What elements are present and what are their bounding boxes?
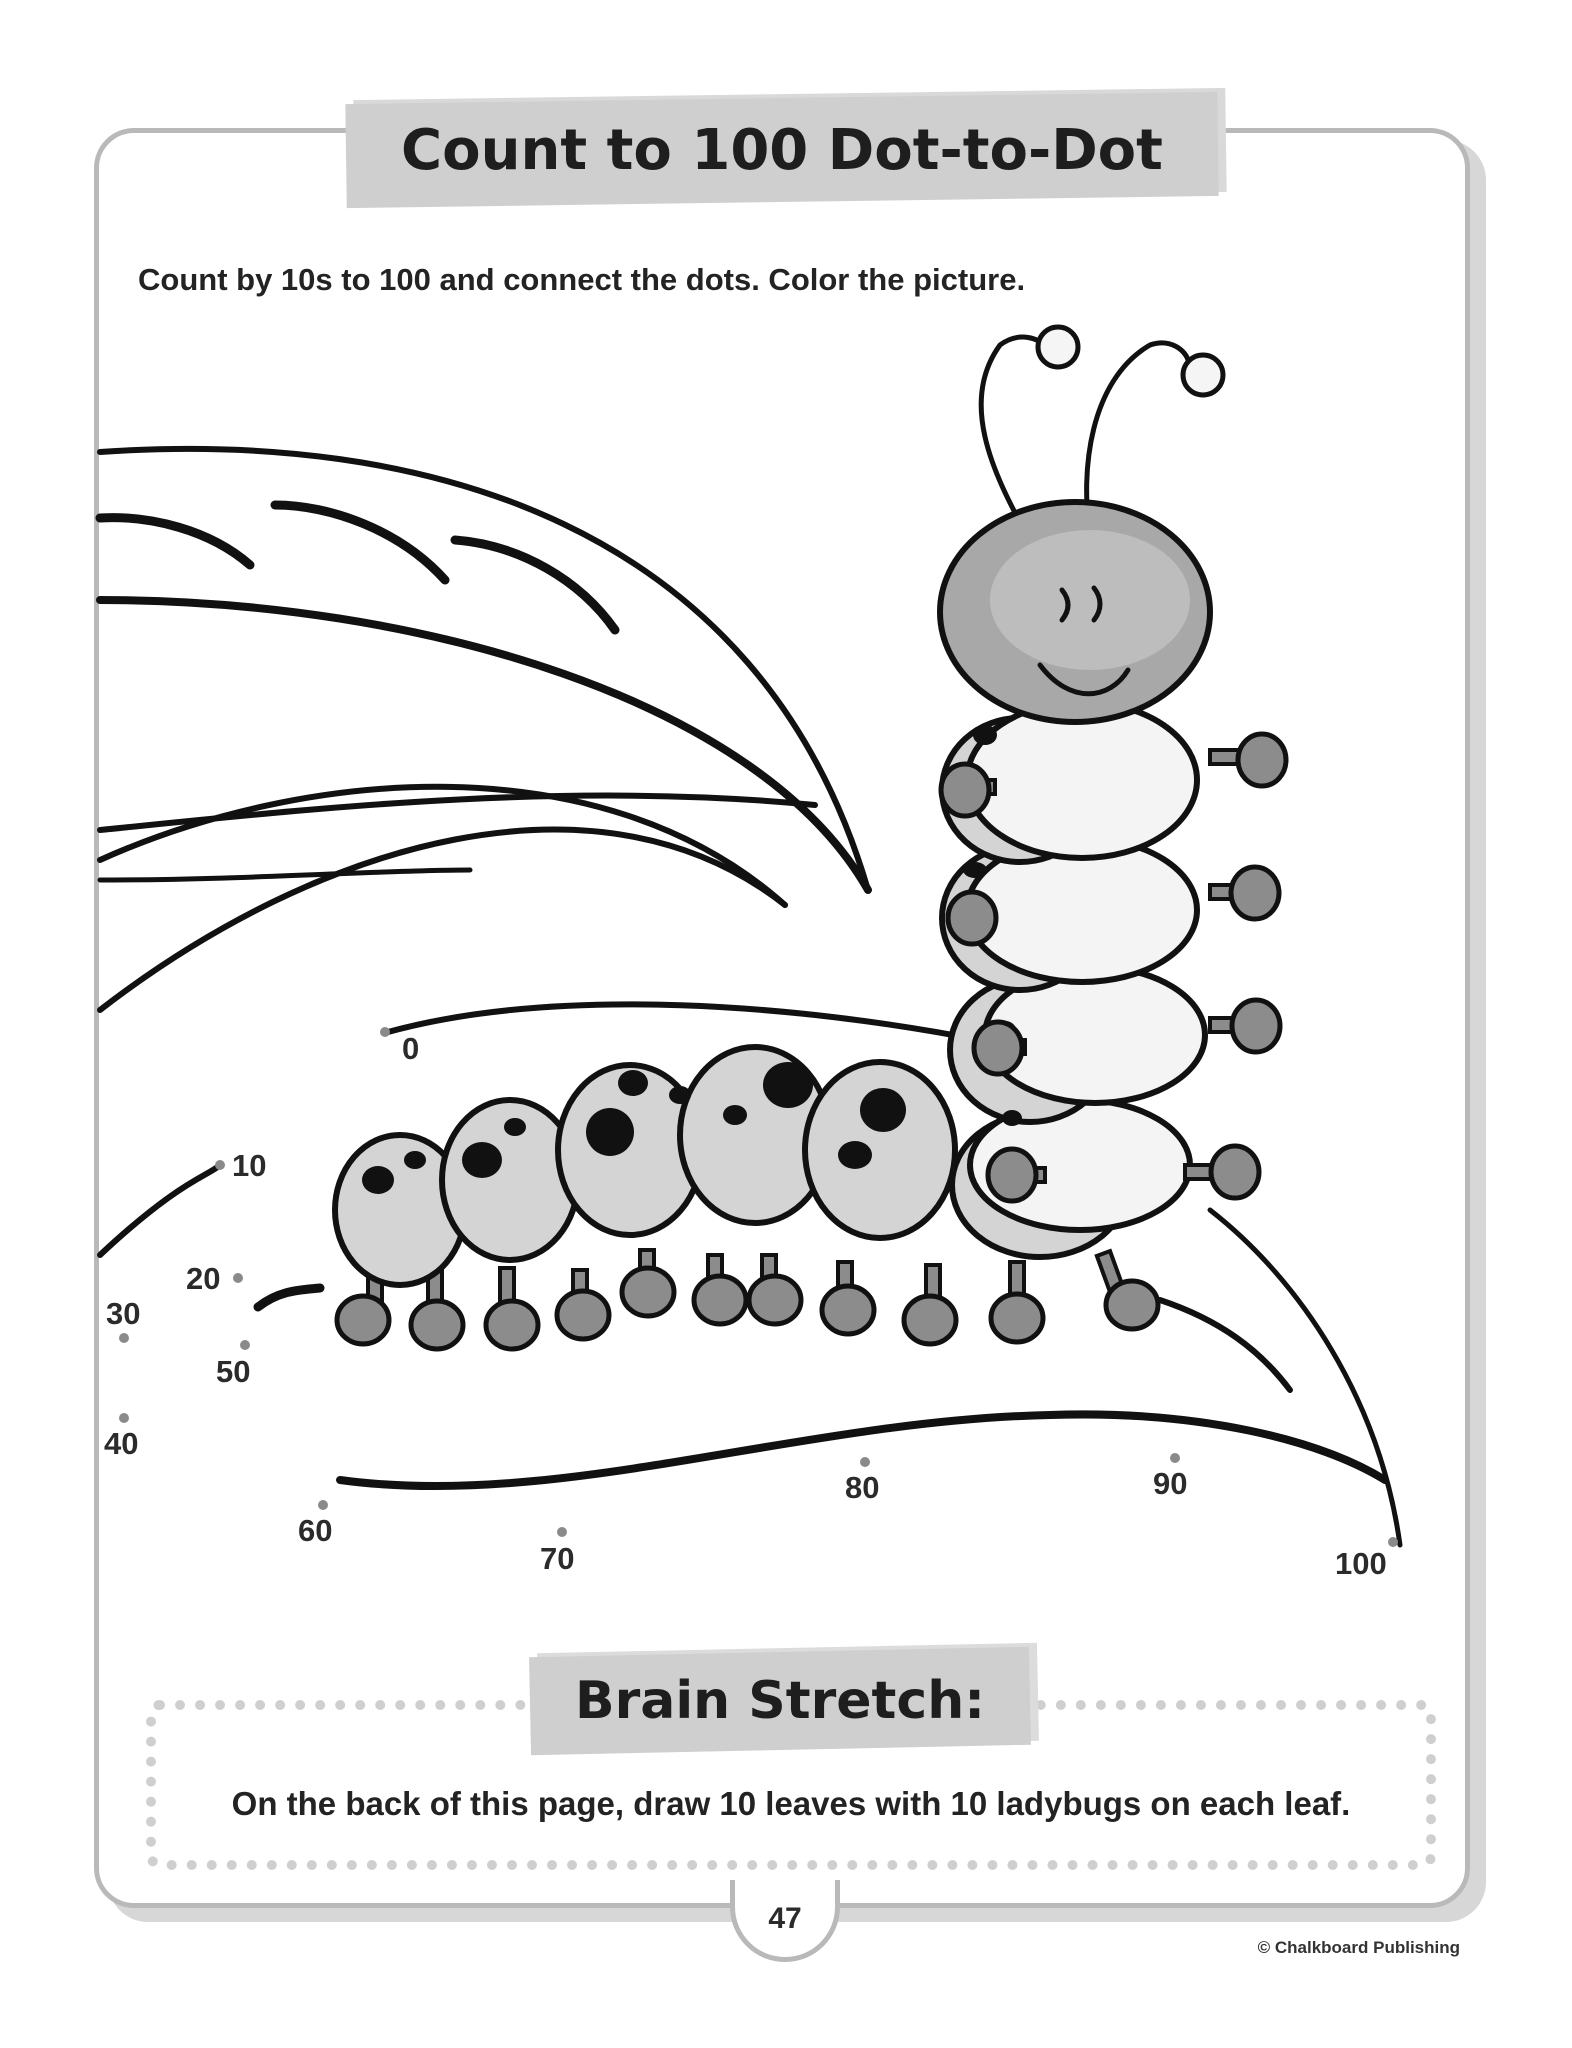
brain-stretch-heading: Brain Stretch: (574, 1671, 986, 1731)
dot-30 (119, 1333, 129, 1343)
dot-20 (233, 1273, 243, 1283)
dot-100 (1388, 1537, 1398, 1547)
dot-label-40: 40 (104, 1426, 139, 1461)
dot-label-60: 60 (298, 1513, 333, 1548)
dot-label-50: 50 (216, 1354, 251, 1389)
dot-label-90: 90 (1153, 1466, 1188, 1501)
dot-80 (860, 1457, 870, 1467)
dot-10 (215, 1160, 225, 1170)
dot-label-80: 80 (845, 1470, 880, 1505)
dot-label-0: 0 (402, 1031, 420, 1066)
dot-label-30: 30 (106, 1296, 141, 1331)
brain-stretch-text: On the back of this page, draw 10 leaves with 10 ladybugs on each leaf. (231, 1785, 1351, 1822)
leaf-middle (100, 787, 785, 1010)
dot-label-100: 100 (1335, 1546, 1387, 1581)
antenna-tip-right (1183, 355, 1223, 395)
dot-40 (119, 1413, 129, 1423)
leaf-top (100, 449, 868, 890)
copyright-notice: © Chalkboard Publishing (1257, 1938, 1460, 1957)
page-number: 47 (768, 1902, 802, 1935)
dot-label-70: 70 (540, 1541, 575, 1576)
caterpillar-head (940, 502, 1210, 722)
antenna-tip-left (1038, 327, 1078, 367)
dot-60 (318, 1500, 328, 1510)
dot-50 (240, 1340, 250, 1350)
dot-90 (1170, 1453, 1180, 1463)
instruction-text: Count by 10s to 100 and connect the dots. Color the picture. (138, 262, 1026, 297)
page-title: Count to 100 Dot-to-Dot (401, 117, 1163, 183)
dot-0 (380, 1027, 390, 1037)
dot-label-10: 10 (232, 1148, 267, 1183)
dot-70 (557, 1527, 567, 1537)
dot-label-20: 20 (186, 1261, 221, 1296)
